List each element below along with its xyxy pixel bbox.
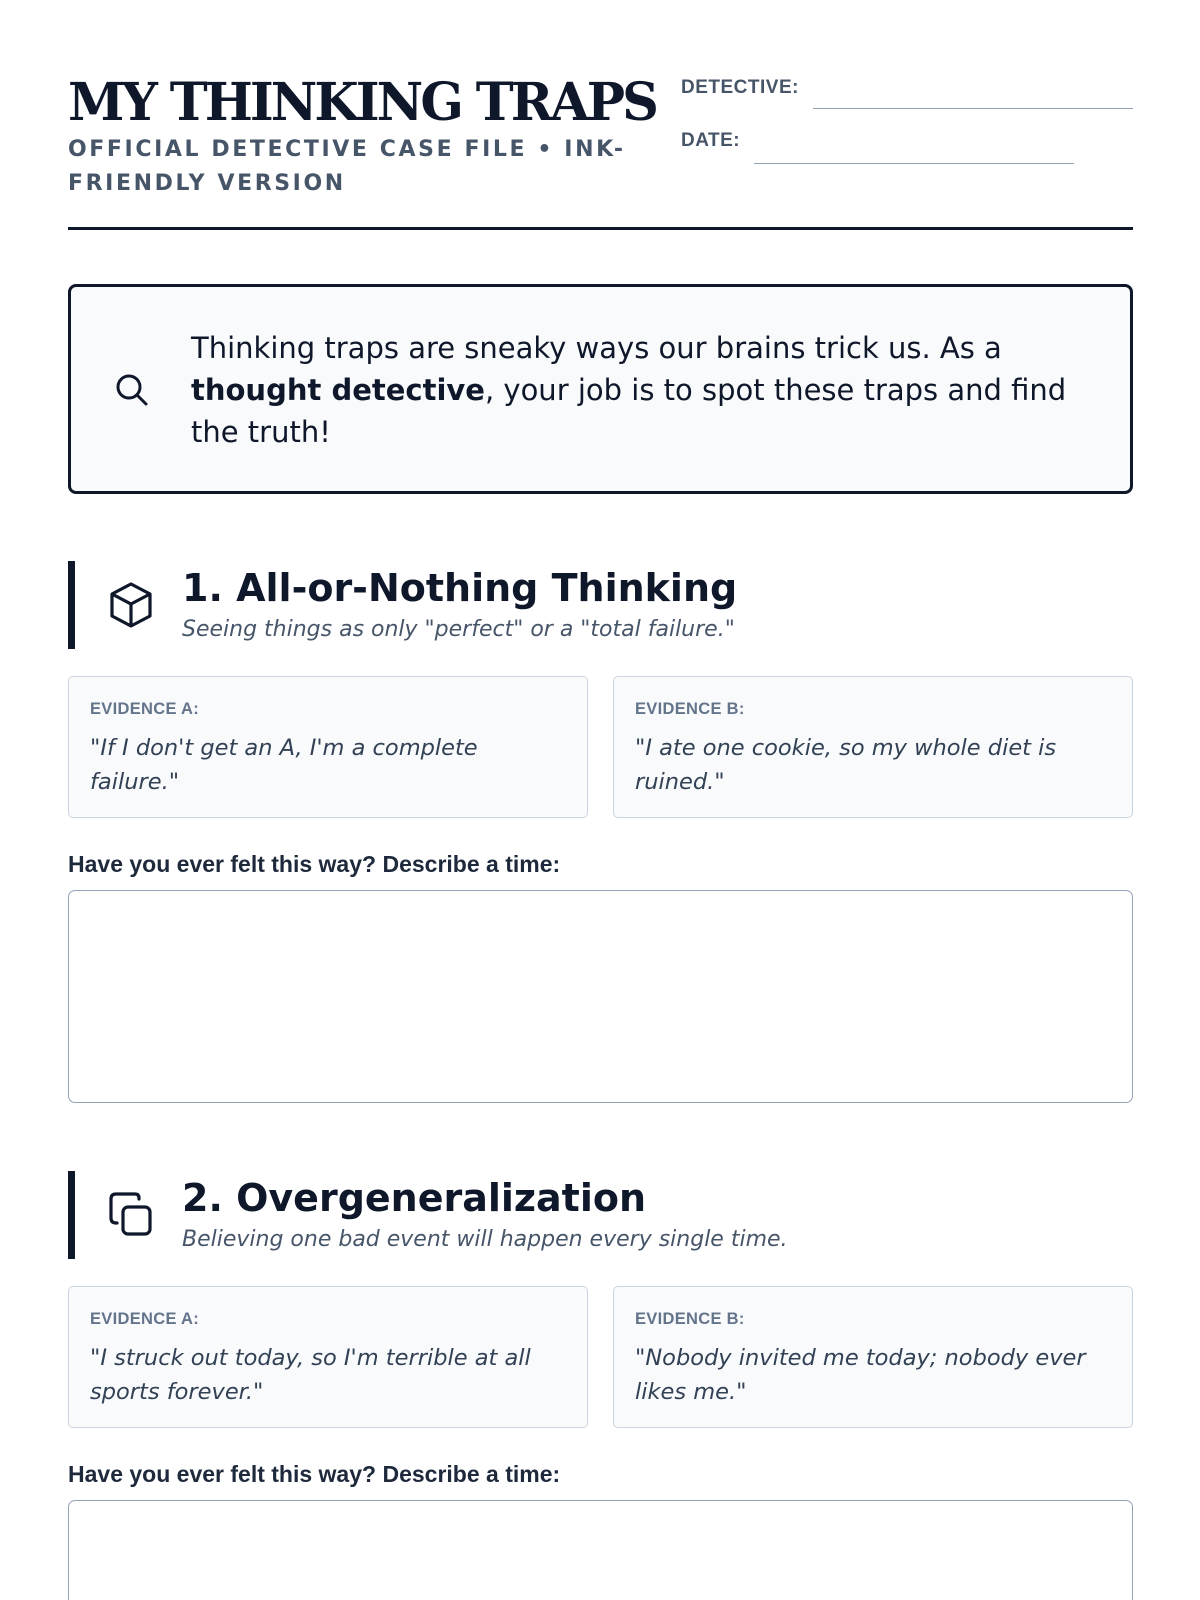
evidence-a-text: "I struck out today, so I'm terrible at all sports forever." <box>90 1345 531 1405</box>
describe-prompt: Have you ever felt this way? Describe a time: <box>68 851 561 877</box>
trap-title: 2. Overgeneralization <box>182 1176 647 1220</box>
evidence-b-label: EVIDENCE B: <box>635 1310 745 1328</box>
date-field-row <box>681 128 1074 154</box>
trap-description: Seeing things as only "perfect" or a "total failure." <box>182 617 735 642</box>
evidence-row <box>68 1286 1133 1428</box>
copy-icon <box>105 1189 157 1241</box>
detective-field-row <box>681 75 1133 101</box>
page-title: MY THINKING TRAPS <box>68 72 656 133</box>
detective-name-line[interactable] <box>813 81 1133 109</box>
trap-section-overgeneralization <box>68 1171 1133 1487</box>
trap-title: 1. All-or-Nothing Thinking <box>182 566 738 610</box>
evidence-a-label: EVIDENCE A: <box>90 1310 200 1328</box>
detective-label: DETECTIVE: <box>681 77 799 98</box>
describe-prompt: Have you ever felt this way? Describe a time: <box>68 1461 561 1487</box>
evidence-row <box>68 676 1133 818</box>
trap-header <box>68 561 1133 649</box>
describe-answer-box[interactable] <box>68 890 1133 1103</box>
date-line[interactable] <box>754 136 1074 164</box>
date-label: DATE: <box>681 130 741 151</box>
trap-description: Believing one bad event will happen every single time. <box>182 1227 788 1252</box>
evidence-a-card <box>68 676 588 818</box>
evidence-b-label: EVIDENCE B: <box>635 700 745 718</box>
intro-text-bold: thought detective <box>191 373 485 407</box>
evidence-a-text: "If I don't get an A, I'm a complete failure." <box>90 735 478 795</box>
intro-text-start: Thinking traps are sneaky ways our brains trick us. As a <box>191 331 1002 365</box>
intro-text-end: , your job is to spot these traps and find the truth! <box>191 373 1067 449</box>
search-icon <box>113 371 151 409</box>
intro-text <box>191 327 1091 453</box>
trap-header <box>68 1171 1133 1259</box>
evidence-a-label: EVIDENCE A: <box>90 700 200 718</box>
evidence-b-card <box>613 1286 1133 1428</box>
page-subtitle: OFFICIAL DETECTIVE CASE FILE • INK-FRIENDLY VERSION <box>68 137 626 196</box>
evidence-b-card <box>613 676 1133 818</box>
evidence-a-card <box>68 1286 588 1428</box>
cube-icon <box>105 579 157 631</box>
describe-answer-box[interactable] <box>68 1500 1133 1600</box>
evidence-b-text: "I ate one cookie, so my whole diet is ruined." <box>635 735 1057 795</box>
evidence-b-text: "Nobody invited me today; nobody ever likes me." <box>635 1345 1086 1405</box>
trap-section-all-or-nothing <box>68 561 1133 877</box>
worksheet-header <box>68 70 1133 230</box>
intro-box <box>68 284 1133 494</box>
